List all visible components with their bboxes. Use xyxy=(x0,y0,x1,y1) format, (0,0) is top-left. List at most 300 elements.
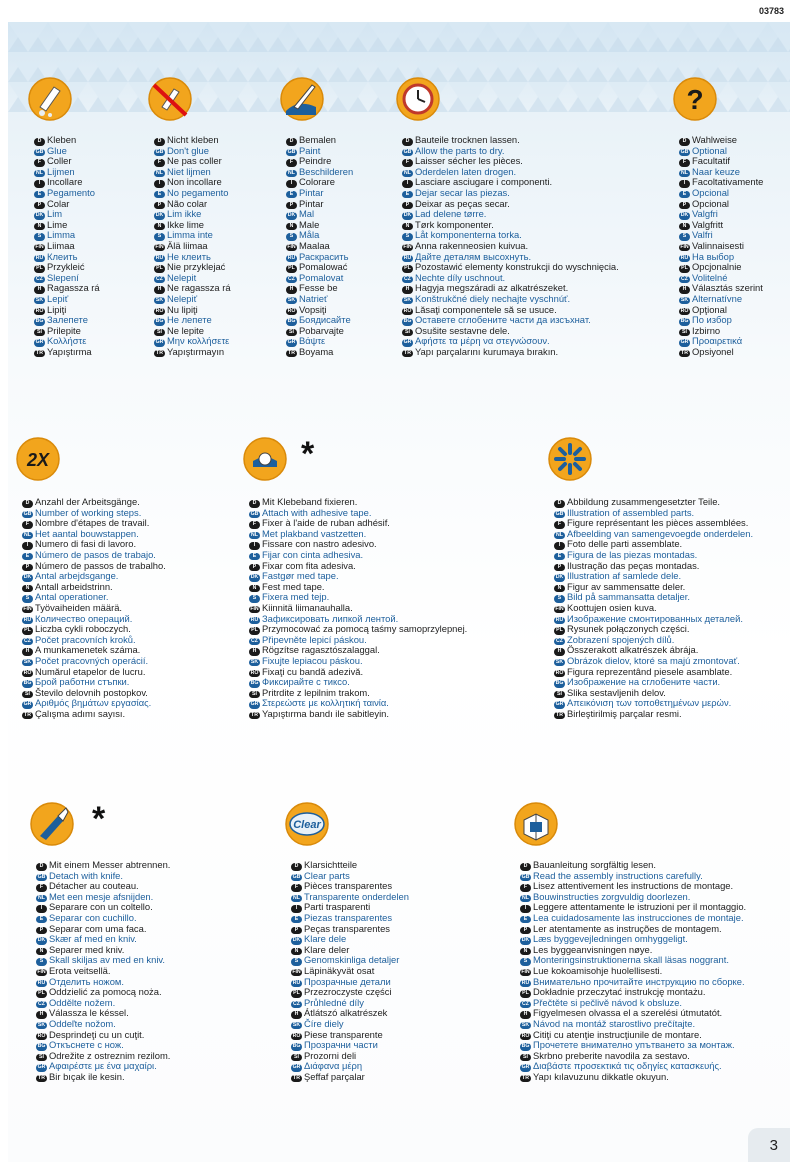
language-code-badge: RU xyxy=(555,616,564,623)
language-code-badge: E xyxy=(154,191,165,199)
language-code-badge: SI xyxy=(679,329,690,337)
translation-line xyxy=(22,709,166,720)
translation-text: Figura reprezentând piesele asamblate. xyxy=(567,665,733,677)
translation-text: Προαιρετικά xyxy=(692,335,743,347)
translation-text: Mal xyxy=(299,208,315,220)
translation-text: Prilepite xyxy=(47,324,81,336)
language-code-badge: FIN xyxy=(680,243,689,250)
language-code-badge: SK xyxy=(403,296,412,303)
language-code-badge: FIN xyxy=(403,243,412,250)
count-2x-icon xyxy=(16,437,60,481)
translation-text: Διαβάστε προσεκτικά τις οδηγίες κατασκευής. xyxy=(533,1060,722,1072)
translation-line xyxy=(402,347,619,358)
language-code-badge: H xyxy=(22,648,33,656)
language-code-badge: D xyxy=(286,138,297,146)
knife-translations xyxy=(36,860,170,1082)
translation-text: Дайте деталям высохнуть. xyxy=(415,250,532,262)
language-code-badge: GR xyxy=(287,339,296,346)
language-code-badge: TR xyxy=(291,1075,302,1083)
language-code-badge: GB xyxy=(250,510,259,517)
language-code-badge: DK xyxy=(250,574,259,581)
language-code-badge: SK xyxy=(155,296,164,303)
translation-text: Pièces transparentes xyxy=(304,880,393,892)
language-code-badge: P xyxy=(554,564,565,572)
language-code-badge: H xyxy=(286,286,297,294)
language-code-badge: P xyxy=(34,202,45,210)
language-code-badge: E xyxy=(34,191,45,199)
document-id: 03783 xyxy=(758,6,784,16)
language-code-badge: S xyxy=(154,233,165,241)
language-code-badge: GR xyxy=(680,339,689,346)
translation-text: Изображение смонтированных деталей. xyxy=(567,612,743,624)
translation-line xyxy=(154,347,231,358)
translation-text: Kiinnitä liimanauhalla. xyxy=(262,601,353,613)
translation-text: Przezroczyste części xyxy=(304,986,392,998)
language-code-badge: N xyxy=(154,223,165,231)
language-code-badge: N xyxy=(36,948,47,956)
language-code-badge: F xyxy=(36,884,47,892)
adhesive-tape-translations xyxy=(249,497,467,719)
translation-text: Detach with knife. xyxy=(49,869,123,881)
language-code-badge: RU xyxy=(155,254,164,261)
translation-text: Separer med kniv. xyxy=(49,943,125,955)
language-code-badge: I xyxy=(554,542,565,550)
language-code-badge: NL xyxy=(34,170,45,178)
language-code-badge: NL xyxy=(520,895,531,903)
translation-text: Lad delene tørre. xyxy=(415,208,487,220)
language-code-badge: H xyxy=(291,1011,302,1019)
translation-text: Lasciare asciugare i componenti. xyxy=(415,176,553,188)
language-code-badge: SK xyxy=(292,1021,301,1028)
language-code-badge: SI xyxy=(34,329,45,337)
translation-text: Yapı kılavuzunu dikkatle okuyun. xyxy=(533,1070,669,1082)
language-code-badge: TR xyxy=(34,350,45,358)
language-code-badge: CZ xyxy=(520,1001,531,1009)
translation-text: Válassza le késsel. xyxy=(49,1007,129,1019)
language-code-badge: D xyxy=(34,138,45,146)
translation-text: Parti trasparenti xyxy=(304,901,371,913)
language-code-badge: I xyxy=(249,542,260,550)
language-code-badge: CZ xyxy=(34,276,45,284)
translation-text: Rögzítse ragasztószalaggal. xyxy=(262,644,380,656)
translation-text: Oddeľte nožom. xyxy=(49,1017,116,1029)
language-code-badge: SK xyxy=(555,658,564,665)
language-code-badge: DK xyxy=(680,212,689,219)
translation-text: Прочетете внимателно упътването за монтаж. xyxy=(533,1039,735,1051)
language-code-badge: F xyxy=(402,159,413,167)
translation-text: Počet pracovních kroků. xyxy=(35,633,136,645)
language-code-badge: SI xyxy=(520,1054,531,1062)
language-code-badge: SI xyxy=(291,1054,302,1062)
dry-translations xyxy=(402,135,619,357)
clock-icon xyxy=(396,77,440,121)
glue-translations xyxy=(34,135,100,357)
language-code-badge: GR xyxy=(521,1064,530,1071)
clear-label: Clear xyxy=(293,819,321,831)
language-code-badge: I xyxy=(291,905,302,913)
language-code-badge: E xyxy=(36,916,47,924)
translation-text: Leggere attentamente le istruzioni per il montaggio. xyxy=(533,901,747,913)
language-code-badge: H xyxy=(34,286,45,294)
language-code-badge: SI xyxy=(22,691,33,699)
language-code-badge: D xyxy=(154,138,165,146)
translation-text: Peças transparentes xyxy=(304,922,390,934)
language-code-badge: F xyxy=(34,159,45,167)
language-code-badge: PL xyxy=(520,990,531,998)
translation-text: Figyelmesen olvassa el a szerelési útmutatót. xyxy=(533,1007,723,1019)
language-code-badge: H xyxy=(249,648,260,656)
translation-text: Naar keuze xyxy=(692,165,740,177)
language-code-badge: CZ xyxy=(36,1001,47,1009)
language-code-badge: RO xyxy=(292,1032,301,1039)
translation-text: Изображение на сглобените части. xyxy=(567,676,721,688)
language-code-badge: CZ xyxy=(249,638,260,646)
language-code-badge: D xyxy=(291,863,302,871)
language-code-badge: GB xyxy=(287,148,296,155)
translation-text: Foto delle parti assemblate. xyxy=(567,538,683,550)
language-code-badge: GB xyxy=(35,148,44,155)
translation-text: Anzahl der Arbeitsgänge. xyxy=(35,496,140,507)
translation-line xyxy=(36,1072,170,1083)
translation-text: Deixar as peças secar. xyxy=(415,197,510,209)
translation-text: Bauanleitung sorgfältig lesen. xyxy=(533,859,657,870)
language-code-badge: TR xyxy=(554,712,565,720)
language-code-badge: GR xyxy=(23,701,32,708)
translation-text: Lue kokoamisohje huolellisesti. xyxy=(533,964,663,976)
translation-text: Ne pas coller xyxy=(167,155,222,167)
language-code-badge: FIN xyxy=(250,605,259,612)
translation-text: Pritrdite z lepilnim trakom. xyxy=(262,686,370,698)
translation-text: Boyama xyxy=(299,345,334,357)
language-code-badge: GB xyxy=(155,148,164,155)
translation-text: Откъснете с нож. xyxy=(49,1039,124,1051)
translation-text: Genomskinliga detaljer xyxy=(304,954,400,966)
language-code-badge: SI xyxy=(154,329,165,337)
language-code-badge: GR xyxy=(292,1064,301,1071)
language-code-badge: FIN xyxy=(35,243,44,250)
translation-text: Valgfritt xyxy=(692,218,724,230)
translation-text: Lime xyxy=(47,218,68,230)
translation-text: Læs byggevejledningen omhyggeligt. xyxy=(533,933,688,945)
language-code-badge: NL xyxy=(286,170,297,178)
translation-text: Przymocować za pomocą taśmy samoprzylepnej. xyxy=(262,623,468,635)
translation-text: Внимательно прочитайте инструкцию по сборке. xyxy=(533,975,745,987)
language-code-badge: GR xyxy=(35,339,44,346)
language-code-badge: RU xyxy=(521,979,530,986)
language-code-badge: BG xyxy=(680,318,689,325)
translation-text: Klarsichtteile xyxy=(304,859,358,870)
adhesive-tape-icon xyxy=(243,437,287,481)
language-code-badge: E xyxy=(679,191,690,199)
language-code-badge: NL xyxy=(154,170,165,178)
language-code-badge: I xyxy=(154,180,165,188)
translation-text: Konštrukčné diely nechajte vyschnúť. xyxy=(415,292,571,304)
language-code-badge: P xyxy=(402,202,413,210)
translation-text: Älä liimaa xyxy=(167,239,208,251)
language-code-badge: DK xyxy=(521,937,530,944)
translation-text: Figure représentant les pièces assemblées. xyxy=(567,517,749,529)
language-code-badge: SK xyxy=(35,296,44,303)
translation-text: Nechte díly uschnout. xyxy=(415,271,506,283)
language-code-badge: H xyxy=(36,1011,47,1019)
translation-text: Limma xyxy=(47,229,76,241)
translation-text: Брой работни стъпки. xyxy=(35,676,130,688)
translation-text: Počet pracovných operácií. xyxy=(35,654,149,666)
language-code-badge: PL xyxy=(22,627,33,635)
language-code-badge: RU xyxy=(35,254,44,261)
language-code-badge: P xyxy=(291,927,302,935)
translation-text: Bir bıçak ile kesin. xyxy=(49,1070,125,1082)
translation-text: Natrieť xyxy=(299,292,328,304)
translation-text: Nicht kleben xyxy=(167,134,219,145)
translation-text: Slepení xyxy=(47,271,79,283)
language-code-badge: GR xyxy=(555,701,564,708)
translation-text: Připevněte lepicí páskou. xyxy=(262,633,367,645)
translation-text: Návod na montáž starostlivo prečítajte. xyxy=(533,1017,696,1029)
language-code-badge: N xyxy=(554,585,565,593)
language-code-badge: RO xyxy=(155,307,164,314)
language-code-badge: N xyxy=(679,223,690,231)
translation-text: Non incollare xyxy=(167,176,222,188)
language-code-badge: E xyxy=(402,191,413,199)
translation-line xyxy=(554,709,753,720)
language-code-badge: NL xyxy=(22,532,33,540)
language-code-badge: FIN xyxy=(23,605,32,612)
translation-text: Fixar com fita adesiva. xyxy=(262,559,356,571)
translation-text: Lijmen xyxy=(47,165,75,177)
translation-text: Clear parts xyxy=(304,869,350,881)
language-code-badge: I xyxy=(402,180,413,188)
translation-text: Αριθμός βημάτων εργασίας. xyxy=(35,697,152,709)
instructions-icon xyxy=(514,802,558,846)
language-code-badge: FIN xyxy=(287,243,296,250)
translation-text: Залепете xyxy=(47,314,88,326)
language-code-badge: S xyxy=(554,595,565,603)
translation-text: Male xyxy=(299,218,320,230)
translation-text: Desprindeţi cu un cuţit. xyxy=(49,1028,145,1040)
translation-text: Lepiť xyxy=(47,292,69,304)
language-code-badge: F xyxy=(679,159,690,167)
translation-text: Боядисайте xyxy=(299,314,351,326)
language-code-badge: P xyxy=(679,202,690,210)
language-code-badge: NL xyxy=(291,895,302,903)
translation-text: Paint xyxy=(299,144,321,156)
language-code-badge: F xyxy=(520,884,531,892)
instructions-translations xyxy=(520,860,746,1082)
translation-text: По избор xyxy=(692,314,732,326)
translation-text: Abbildung zusammengesetzter Teile. xyxy=(567,496,721,507)
translation-text: Klare deler xyxy=(304,943,350,955)
translation-text: Pomalovat xyxy=(299,271,344,283)
language-code-badge: DK xyxy=(403,212,412,219)
translation-text: Valinnaisesti xyxy=(692,239,744,251)
translation-text: Transparente onderdelen xyxy=(304,890,409,902)
translation-text: Obrázok dielov, ktoré sa majú zmontovať. xyxy=(567,654,740,666)
language-code-badge: GR xyxy=(250,701,259,708)
language-code-badge: FIN xyxy=(155,243,164,250)
translation-text: Στερεώστε με κολλητική ταινία. xyxy=(262,697,389,709)
translation-text: Numărul etapelor de lucru. xyxy=(35,665,146,677)
translation-text: Αφήστε τα μέρη να στεγνώσουν. xyxy=(415,335,550,347)
translation-text: Valgfri xyxy=(692,208,718,220)
language-code-badge: RO xyxy=(37,1032,46,1039)
language-code-badge: P xyxy=(22,564,33,572)
language-code-badge: RU xyxy=(23,616,32,623)
translation-text: Şeffaf parçalar xyxy=(304,1070,365,1082)
count-2x-label: 2X xyxy=(26,450,50,470)
translation-line xyxy=(286,209,353,220)
language-code-badge: F xyxy=(154,159,165,167)
language-code-badge: H xyxy=(154,286,165,294)
translation-text: Läpinäkyvät osat xyxy=(304,964,375,976)
language-code-badge: H xyxy=(554,648,565,656)
translation-text: Maalaa xyxy=(299,239,330,251)
language-code-badge: E xyxy=(291,916,302,924)
language-code-badge: E xyxy=(22,553,33,561)
translation-text: Απεικόνιση των τοποθετημένων μερών. xyxy=(567,697,732,709)
translation-text: Liimaa xyxy=(47,239,75,251)
translation-text: Figura de las piezas montadas. xyxy=(567,548,698,560)
language-code-badge: FIN xyxy=(521,968,530,975)
language-code-badge: DK xyxy=(23,574,32,581)
question-mark-icon xyxy=(673,77,717,121)
language-code-badge: TR xyxy=(402,350,413,358)
language-code-badge: GB xyxy=(23,510,32,517)
translation-text: Número de pasos de trabajo. xyxy=(35,548,156,560)
language-code-badge: PL xyxy=(34,265,45,273)
language-code-badge: I xyxy=(286,180,297,188)
language-code-badge: F xyxy=(22,521,33,529)
translation-text: Skrbno preberite navodila za sestavo. xyxy=(533,1049,690,1061)
assembled-parts-translations xyxy=(554,497,753,719)
language-code-badge: D xyxy=(36,863,47,871)
language-code-badge: BG xyxy=(403,318,412,325)
language-code-badge: FIN xyxy=(37,968,46,975)
language-code-badge: S xyxy=(286,233,297,241)
translation-text: Átlátszó alkatrészek xyxy=(304,1007,388,1019)
language-code-badge: TR xyxy=(520,1075,531,1083)
language-code-badge: E xyxy=(249,553,260,561)
language-code-badge: F xyxy=(554,521,565,529)
translation-text: Número de passos de trabalho. xyxy=(35,559,166,571)
translation-text: Opsiyonel xyxy=(692,345,734,357)
translation-text: Separar con cuchillo. xyxy=(49,911,137,923)
language-code-badge: TR xyxy=(36,1075,47,1083)
translation-text: Beschilderen xyxy=(299,165,354,177)
translation-text: Прозрачные детали xyxy=(304,975,391,987)
language-code-badge: NL xyxy=(36,895,47,903)
translation-text: Coller xyxy=(47,155,72,167)
translation-text: A munkamenetek száma. xyxy=(35,644,141,656)
language-code-badge: H xyxy=(679,286,690,294)
translation-text: Ragassza rá xyxy=(47,282,100,294)
language-code-badge: S xyxy=(34,233,45,241)
translation-text: Bild på sammansatta detaljer. xyxy=(567,591,690,603)
language-code-badge: RO xyxy=(403,307,412,314)
language-code-badge: PL xyxy=(249,627,260,635)
translation-line xyxy=(286,347,353,358)
clear-parts-icon xyxy=(285,802,329,846)
language-code-badge: N xyxy=(520,948,531,956)
translation-text: Lisez attentivement les instructions de montage. xyxy=(533,880,734,892)
translation-text: Oddělte nožem. xyxy=(49,996,116,1008)
language-code-badge: DK xyxy=(292,937,301,944)
translation-text: Não colar xyxy=(167,197,208,209)
translation-text: Työvaiheiden määrä. xyxy=(35,601,123,613)
language-code-badge: BG xyxy=(37,1043,46,1050)
translation-text: Illustration af samlede dele. xyxy=(567,570,682,582)
translation-text: Låt komponenterna torka. xyxy=(415,229,522,241)
translation-text: Lea cuidadosamente las instrucciones de montaje. xyxy=(533,911,744,923)
language-code-badge: NL xyxy=(554,532,565,540)
translation-text: Anna rakenneosien kuivua. xyxy=(415,239,529,251)
language-code-badge: F xyxy=(286,159,297,167)
language-code-badge: GB xyxy=(403,148,412,155)
translation-text: Tørk komponenter. xyxy=(415,218,494,230)
translation-text: Раскрасить xyxy=(299,250,349,262)
translation-text: Nelepit xyxy=(167,271,197,283)
language-code-badge: SI xyxy=(36,1054,47,1062)
language-code-badge: DK xyxy=(37,937,46,944)
language-code-badge: E xyxy=(286,191,297,199)
translation-text: Število delovnih postopkov. xyxy=(35,686,148,698)
language-code-badge: BG xyxy=(155,318,164,325)
translation-text: Slika sestavljenih delov. xyxy=(567,686,666,698)
translation-text: Pintar xyxy=(299,197,324,209)
translation-text: Nombre d'étapes de travail. xyxy=(35,517,150,529)
translation-text: Volitelné xyxy=(692,271,728,283)
translation-text: Bouwinstructies zorgvuldig doorlezen. xyxy=(533,890,691,902)
working-steps-translations xyxy=(22,497,166,719)
language-code-badge: DK xyxy=(155,212,164,219)
language-code-badge: N xyxy=(286,223,297,231)
translation-text: Nie przyklejać xyxy=(167,261,226,273)
language-code-badge: PL xyxy=(554,627,565,635)
language-code-badge: H xyxy=(520,1011,531,1019)
translation-text: Birleştirilmiş parçalar resmi. xyxy=(567,707,682,719)
language-code-badge: E xyxy=(520,916,531,924)
translation-text: Kleben xyxy=(47,134,77,145)
translation-text: Optional xyxy=(692,144,727,156)
translation-text: Citiţi cu atenţie instrucţiunile de montare. xyxy=(533,1028,702,1040)
language-code-badge: PL xyxy=(286,265,297,273)
language-code-badge: SK xyxy=(680,296,689,303)
translation-line xyxy=(34,294,100,305)
language-code-badge: GB xyxy=(521,873,530,880)
translation-text: Opcjonalnie xyxy=(692,261,742,273)
translation-text: Yapıştırma xyxy=(47,345,92,357)
translation-text: Erota veitsellä. xyxy=(49,964,111,976)
optional-star-marker: * xyxy=(92,800,106,838)
page-number: 3 xyxy=(769,1137,778,1154)
translation-text: Osušite sestavne dele. xyxy=(415,324,510,336)
translation-text: Les byggeanvisningen nøye. xyxy=(533,943,653,955)
language-code-badge: DK xyxy=(287,212,296,219)
knife-icon xyxy=(30,802,74,846)
translation-text: Piezas transparentes xyxy=(304,911,393,923)
language-code-badge: CZ xyxy=(679,276,690,284)
language-code-badge: SK xyxy=(23,658,32,665)
language-code-badge: D xyxy=(679,138,690,146)
language-code-badge: GB xyxy=(680,148,689,155)
translation-text: Lăsaţi componentele să se usuce. xyxy=(415,303,557,315)
translation-text: Ne ragassza rá xyxy=(167,282,231,294)
translation-text: Opcional xyxy=(692,186,730,198)
translation-text: Illustration of assembled parts. xyxy=(567,506,695,518)
optional-translations xyxy=(679,135,763,357)
language-code-badge: RO xyxy=(521,1032,530,1039)
language-code-badge: SI xyxy=(249,691,260,699)
